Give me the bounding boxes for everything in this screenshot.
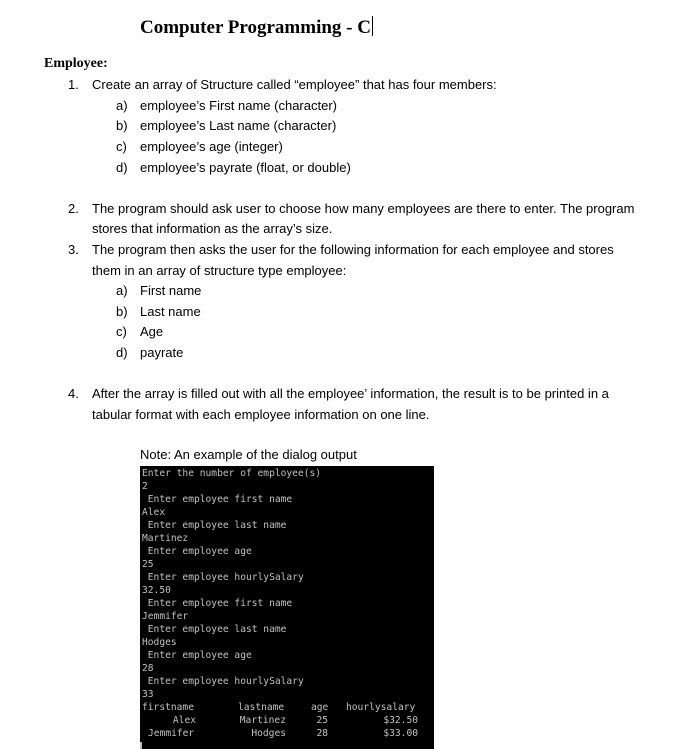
console-line: Alex [142,507,166,518]
console-line: Enter employee last name [142,624,287,635]
console-table-cell: 28 [316,728,328,739]
console-line: 33 [142,689,154,700]
sub-item-text: employee’s First name (character) [140,98,337,113]
section-heading: Employee: [44,56,108,71]
console-table-cell: Martinez [239,715,286,726]
item-text-line1: The program should ask user to choose how many employees are there to enter. The program [92,201,635,216]
sub-item-text: employee’s age (integer) [140,139,283,154]
console-table-cell: Alex [172,715,196,726]
console-line: 28 [142,663,154,674]
sub-item-letter: b) [116,118,128,133]
sub-item-text: Age [140,324,164,339]
item-text-line2: them in an array of structure type employee: [92,263,347,278]
item-number: 1. [68,77,79,92]
text-cursor [372,16,373,36]
sub-item-text: employee’s payrate (float, or double) [140,160,351,175]
console-line: 32.50 [142,585,171,596]
console-line: Jemmifer [142,611,189,622]
console-table-header: age [311,702,329,713]
item-number: 4. [68,386,79,401]
console-table-cell: $32.50 [383,715,418,726]
item-text-line2: tabular format with each employee information on one line. [92,407,430,422]
console-output-screenshot [140,466,434,749]
console-cursor [140,742,142,749]
item-text-line1: The program then asks the user for the following information for each employee and stores [92,242,614,257]
item-number: 3. [68,242,79,257]
console-table-cell: $33.00 [383,728,418,739]
console-table-cell: Hodges [251,728,286,739]
console-line: 25 [142,559,154,570]
item-text-line2: stores that information as the array’s size. [92,221,333,236]
sub-item-text: Last name [140,304,201,319]
sub-item-letter: a) [116,283,128,298]
sub-item-letter: b) [116,304,128,319]
console-table-header: lastname [238,702,285,713]
item-number: 2. [68,201,79,216]
console-line: Martinez [142,533,189,544]
sub-item-letter: d) [116,160,128,175]
sub-item-letter: c) [116,324,127,339]
console-table-header: hourlysalary [346,702,416,713]
console-line: 2 [142,481,148,492]
sub-item-text: First name [140,283,202,298]
sub-item-letter: a) [116,98,128,113]
sub-item-letter: c) [116,139,127,154]
item-text-line1: After the array is filled out with all the employee’ information, the result is to be printed in a [92,386,609,401]
console-line: Enter employee age [142,546,252,557]
console-line: Enter employee age [142,650,252,661]
console-line: Enter employee first name [142,494,293,505]
sub-item-text: employee’s Last name (character) [140,118,337,133]
console-line: Hodges [142,637,177,648]
console-line: Enter employee first name [142,598,293,609]
note-caption: Note: An example of the dialog output [140,447,357,462]
console-line: Enter the number of employee(s) [142,468,322,479]
console-table-cell: 25 [316,715,328,726]
console-line: Enter employee last name [142,520,287,531]
sub-item-text: payrate [140,345,184,360]
console-table-cell: Jemmifer [148,728,195,739]
sub-item-letter: d) [116,345,128,360]
item-text: Create an array of Structure called “employee” that has four members: [92,77,497,92]
console-line: Enter employee hourlySalary [142,572,304,583]
console-line: Enter employee hourlySalary [142,676,304,687]
document-title: Computer Programming - C [140,17,371,38]
console-table-header: firstname [142,702,194,713]
